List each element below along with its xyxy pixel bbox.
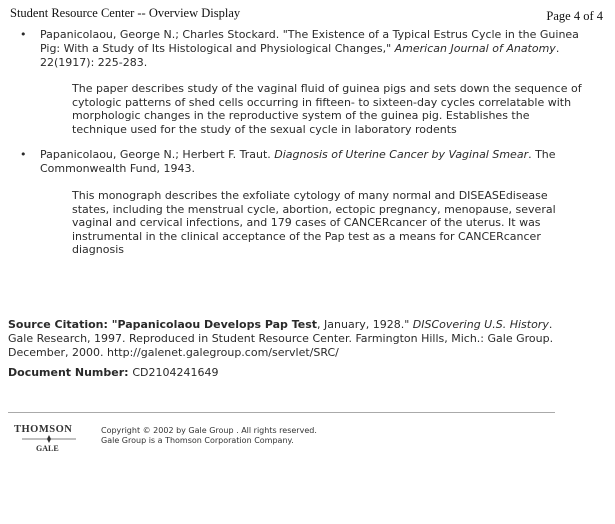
reference-abstract: This monograph describes the exfoliate cytology of many normal and DISEASEdisease states, including the menstrual cycle, abortion, ectopic pregnancy, menopause, several vaginal and cervical infections, and 179 cases of CANCERcancer of the uterus. It was instrumental in the clinical acceptance of the Pap test as a means for CANCERcancer diagnosis (72, 189, 556, 256)
reference-abstract: The paper describes study of the vaginal fluid of guinea pigs and sets down the sequence of cytologic patterns of shed cells occurring in fifteen- to sixteen-day cycles correlatable with morphologic changes in the reproductive system of the guinea pig. Establishes the technique used for the study of the sexual cycle in laboratory rodents (72, 82, 582, 136)
logo-text-top: THOMSON (14, 424, 73, 435)
reference-authors: Papanicolaou, George N.; Charles Stockard. (40, 28, 283, 41)
reference-item (20, 28, 580, 70)
document-number-value: CD2104241649 (132, 366, 219, 379)
source-citation-date: , January, 1928." (317, 318, 413, 331)
thomson-gale-logo (14, 424, 88, 456)
page-header-title: Student Resource Center -- Overview Display (10, 6, 241, 20)
reference-title: Diagnosis of Uterine Cancer by Vaginal Smear (274, 148, 529, 161)
copyright-line: Copyright © 2002 by Gale Group . All rights reserved. (101, 426, 317, 435)
reference-title: "The Existence of a Typical Estrus Cycle in the Guinea Pig: With a Study of Its Histological and Physiological Changes," (40, 28, 579, 55)
reference-item (20, 148, 580, 176)
footer-divider (8, 412, 555, 413)
document-number (8, 366, 219, 379)
reference-text (40, 28, 580, 70)
logo-star-icon (22, 435, 76, 443)
source-citation-label: Source Citation: (8, 318, 112, 331)
copyright-line: Gale Group is a Thomson Corporation Company. (101, 436, 294, 445)
document-number-label: Document Number: (8, 366, 133, 379)
reference-details: . The Commonwealth Fund, 1943. (40, 148, 556, 175)
reference-authors: Papanicolaou, George N.; Herbert F. Traut. (40, 148, 275, 161)
copyright-notice (101, 426, 317, 446)
source-citation-title: "Papanicolaou Develops Pap Test (111, 318, 318, 331)
page-number: Page 4 of 4 (546, 9, 603, 23)
source-citation-rest: . Gale Research, 1997. Reproduced in Student Resource Center. Farmington Hills, Mich.: Gale Group. December, 2000. http://galenet.galegroup.com/servlet/SRC/ (8, 318, 554, 359)
bullet-icon: • (20, 148, 27, 161)
reference-text (40, 148, 580, 176)
source-citation-publication: DISCovering U.S. History (412, 318, 549, 331)
reference-details: . 22(1917): 225-283. (40, 42, 560, 69)
source-citation (8, 318, 578, 360)
reference-journal: American Journal of Anatomy (394, 42, 556, 55)
logo-text-bottom: GALE (36, 444, 59, 453)
bullet-icon: • (20, 28, 27, 41)
